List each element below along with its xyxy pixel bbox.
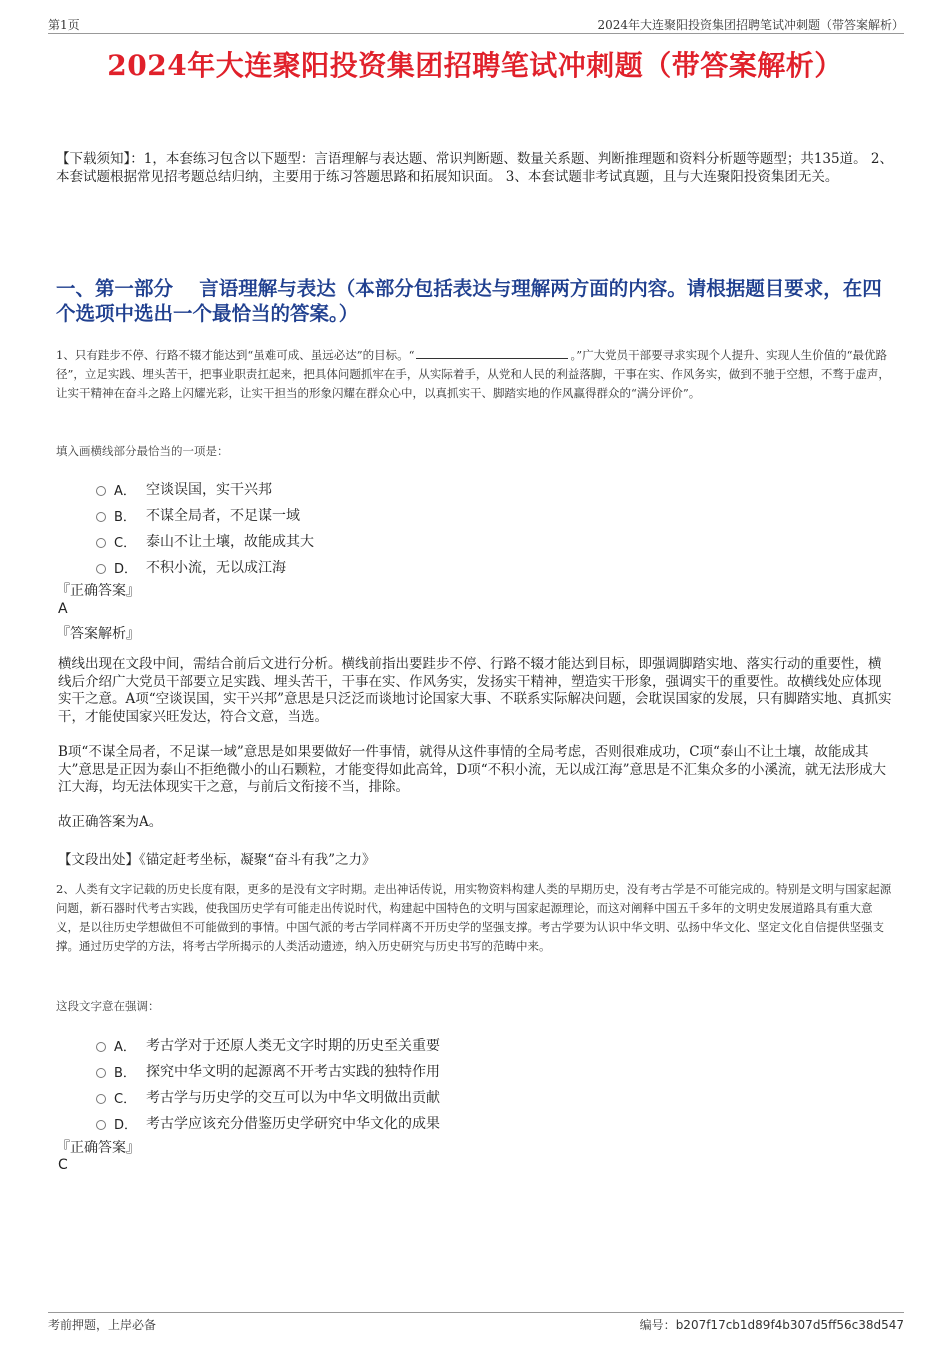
page-number: 第1页 xyxy=(48,18,80,32)
option-letter: D． xyxy=(114,1117,138,1133)
option-text: 考古学对于还原人类无文字时期的历史至关重要 xyxy=(146,1038,440,1054)
radio-button-icon[interactable] xyxy=(96,564,106,574)
footer-slogan: 考前押题，上岸必备 xyxy=(48,1318,157,1332)
page-header xyxy=(48,14,904,34)
option-text: 考古学应该充分借鉴历史学研究中华文化的成果 xyxy=(146,1116,440,1132)
option-text: 空谈误国，实干兴邦 xyxy=(146,482,272,498)
option-letter: B． xyxy=(114,509,136,525)
option-d[interactable] xyxy=(96,554,314,580)
option-letter: C． xyxy=(114,535,137,551)
question-2-text: 2、人类有文字记载的历史长度有限，更多的是没有文字时期。走出神话传说，用实物资料构建人类的早期历史，没有考古学是不可能完成的。特别是文明与国家起源问题，新石器时代考古实践，使我国历史学有可能走出传说时代，构建起中国特色的文明与国家起源理论，而这对阐释中国五千多年的文明史发展道路具有重大意义，是以往历史学想做但不可能做到的事情。中国气派的考古学同样离不开历史学的坚强支撑。考古学要为认识中华文明、弘扬中华文化、坚定文化自信提供坚强支撑。通过历史学的方法，将考古学所揭示的人类活动遗迹，纳入历史研究与历史书写的范畴中来。 xyxy=(56,882,892,953)
radio-button-icon[interactable] xyxy=(96,538,106,548)
correct-answer: A xyxy=(58,601,68,617)
option-letter: C． xyxy=(114,1091,137,1107)
analysis-paragraph-1: 横线出现在文段中间，需结合前后文进行分析。横线前指出要跬步不停、行路不辍才能达到目标，即强调脚踏实地、落实行动的重要性，横线后介绍广大党员干部要立足实践、埋头苦干，干事在实、作风务实，发扬实干精神，塑造实干形象，强调实干的重要性。故横线处应体现实干之意。A项“空谈误国，实干兴邦”意思是只泛泛而谈地讨论国家大事、不联系实际解决问题，会耽误国家的发展，只有脚踏实地、真抓实干，才能使国家兴旺发达，符合文意，当选。 xyxy=(58,656,892,725)
option-letter: B． xyxy=(114,1065,136,1081)
document-code-label: 编号： xyxy=(639,1318,676,1332)
question-1-text-before: 1、只有跬步不停、行路不辍才能达到“虽难可成、虽远必达”的目标。“ xyxy=(56,348,415,362)
option-a[interactable] xyxy=(96,476,314,502)
option-text: 探究中华文明的起源离不开考古实践的独特作用 xyxy=(146,1064,440,1080)
option-text: 不谋全局者，不足谋一域 xyxy=(146,508,300,524)
download-notice: 【下载须知】：1，本套练习包含以下题型：言语理解与表达题、常识判断题、数量关系题、判断推理题和资料分析题等题型；共135道。 2、本套试题根据常见招考题总结归纳，主要用于练习答题思路和拓展知识面。 3、本套试题非考试真题，且与大连聚阳投资集团无关。 xyxy=(56,151,893,185)
radio-button-icon[interactable] xyxy=(96,1068,106,1078)
document-code-value: b207f17cb1d89f4b307d5ff56c38d547 xyxy=(675,1318,904,1332)
option-text: 考古学与历史学的交互可以为中华文明做出贡献 xyxy=(146,1090,440,1106)
radio-button-icon[interactable] xyxy=(96,1042,106,1052)
option-b[interactable] xyxy=(96,1058,440,1084)
analysis-label: 『答案解析』 xyxy=(56,626,140,642)
question-1-text xyxy=(56,346,894,403)
document-code xyxy=(640,1316,904,1333)
option-c[interactable] xyxy=(96,1084,440,1110)
option-text: 不积小流，无以成江海 xyxy=(146,560,286,576)
option-a[interactable] xyxy=(96,1032,440,1058)
correct-answer: C xyxy=(58,1157,68,1173)
section-heading: 一、第一部分 言语理解与表达（本部分包括表达与理解两方面的内容。请根据题目要求，在四个选项中选出一个最恰当的答案。） xyxy=(56,277,882,325)
option-c[interactable] xyxy=(96,528,314,554)
radio-button-icon[interactable] xyxy=(96,486,106,496)
text-source: 【文段出处】《锚定赶考坐标，凝聚“奋斗有我”之力》 xyxy=(58,852,376,868)
option-b[interactable] xyxy=(96,502,314,528)
analysis-paragraph-2: B项“不谋全局者，不足谋一域”意思是如果要做好一件事情，就得从这件事情的全局考虑，否则很难成功，C项“泰山不让土壤，故能成其大”意思是正因为泰山不拒绝微小的山石颗粒，才能变得如此高耸，D项“不积小流，无以成江海”意思是不汇集众多的小溪流，就无法形成大江大海，均无法体现实干之意，与前后文衔接不当，排除。 xyxy=(58,744,887,795)
question-2-prompt: 这段文字意在强调： xyxy=(56,999,160,1013)
document-title: 2024年大连聚阳投资集团招聘笔试冲刺题（带答案解析） xyxy=(107,49,843,82)
correct-answer-label: 『正确答案』 xyxy=(56,1140,140,1156)
page-footer xyxy=(48,1312,904,1332)
radio-button-icon[interactable] xyxy=(96,512,106,522)
question-1-options xyxy=(96,476,314,580)
option-d[interactable] xyxy=(96,1110,440,1136)
option-letter: A． xyxy=(114,1039,136,1055)
question-2-options xyxy=(96,1032,440,1136)
radio-button-icon[interactable] xyxy=(96,1120,106,1130)
correct-answer-label: 『正确答案』 xyxy=(56,583,140,599)
question-1-text-after: 。”广大党员干部要寻求实现个人提升、实现人生价值的“最优路径”，立足实践、埋头苦干，把事业职责扛起来，把具体问题抓牢在手，从实际着手，从党和人民的利益落脚，干事在实、作风务实，做到不驰于空想，不骛于虚声，让实干精神在奋斗之路上闪耀光彩，让实干担当的形象闪耀在群众心中，以真抓实干、脚踏实地的作风赢得群众的“满分评价”。 xyxy=(56,348,890,400)
fill-blank xyxy=(416,347,568,359)
radio-button-icon[interactable] xyxy=(96,1094,106,1104)
question-1-prompt: 填入画横线部分最恰当的一项是： xyxy=(56,444,229,458)
header-doc-name: 2024年大连聚阳投资集团招聘笔试冲刺题（带答案解析） xyxy=(597,18,904,32)
analysis-conclusion: 故正确答案为A。 xyxy=(58,814,163,830)
option-text: 泰山不让土壤，故能成其大 xyxy=(146,534,314,550)
option-letter: D． xyxy=(114,561,138,577)
option-letter: A． xyxy=(114,483,136,499)
